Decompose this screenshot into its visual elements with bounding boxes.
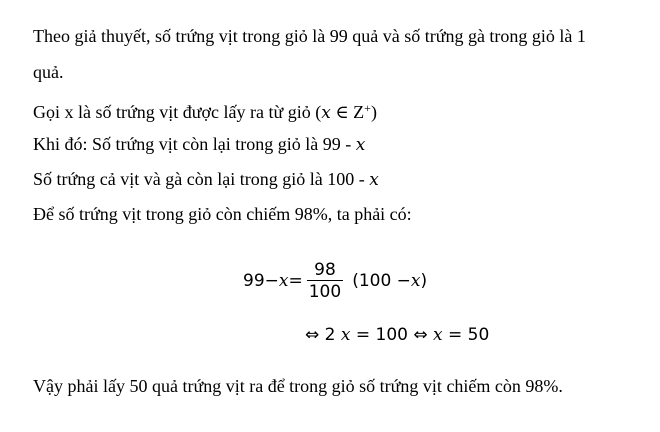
text-line-5 (33, 168, 379, 191)
condition-expression (315, 102, 377, 122)
eq2-part-2: = 100 (350, 325, 414, 345)
eq1-paren-open: (100 − (352, 271, 411, 291)
condition-var: x (321, 103, 331, 123)
condition-superscript: + (364, 101, 371, 115)
eq2-arrow-2: ⇔ (413, 325, 428, 345)
line-7-text: Vậy phải lấy 50 quả trứng vịt ra để trong giỏ số trứng vịt chiếm còn 98%. (33, 376, 563, 396)
line-3-text: Gọi x là số trứng vịt được lấy ra từ giỏ (33, 102, 311, 122)
eq1-rhs-var: x (410, 271, 421, 291)
text-line-6 (33, 203, 412, 225)
eq2-var-2: x (433, 325, 443, 345)
eq2-arrow-1: ⇔ (305, 325, 320, 345)
eq1-paren-close: ) (420, 271, 428, 291)
eq1-fraction (307, 260, 343, 303)
line-5-text: Số trứng cả vịt và gà còn lại trong giỏ là 100 - (33, 169, 370, 189)
eq1-fraction-numerator: 98 (314, 259, 336, 280)
eq1-equals: = (288, 271, 303, 291)
condition-close-paren: ) (370, 102, 377, 122)
text-line-2 (33, 61, 64, 83)
equation-2 (305, 324, 489, 346)
eq2-part-1: 2 (319, 325, 341, 345)
line-4-var: x (355, 135, 366, 155)
text-line-7 (33, 375, 563, 397)
condition-set: Z (353, 102, 365, 122)
line-4-text: Khi đó: Số trứng vịt còn lại trong giỏ là 99 - (33, 134, 356, 154)
condition-open-paren: ( (315, 102, 322, 122)
eq2-var-1: x (340, 325, 351, 345)
eq2-part-4: = 50 (442, 325, 490, 345)
text-line-1 (33, 25, 586, 47)
eq1-lhs-number: 99 (243, 271, 265, 291)
text-line-3 (33, 97, 377, 124)
line-1-text: Theo giả thuyết, số trứng vịt trong giỏ là 99 quả và số trứng gà trong giỏ là 1 (33, 26, 586, 46)
eq1-fraction-denominator: 100 (308, 281, 342, 302)
text-line-4 (33, 133, 365, 156)
condition-in-symbol: ∈ (330, 102, 354, 122)
line-6-text: Để số trứng vịt trong giỏ còn chiếm 98%, ta phải có: (33, 204, 412, 224)
equation-1 (243, 258, 427, 304)
eq1-minus: − (264, 271, 279, 291)
line-2-text: quả. (33, 62, 64, 82)
eq1-lhs-var: x (278, 271, 289, 291)
line-5-var: x (369, 170, 379, 190)
